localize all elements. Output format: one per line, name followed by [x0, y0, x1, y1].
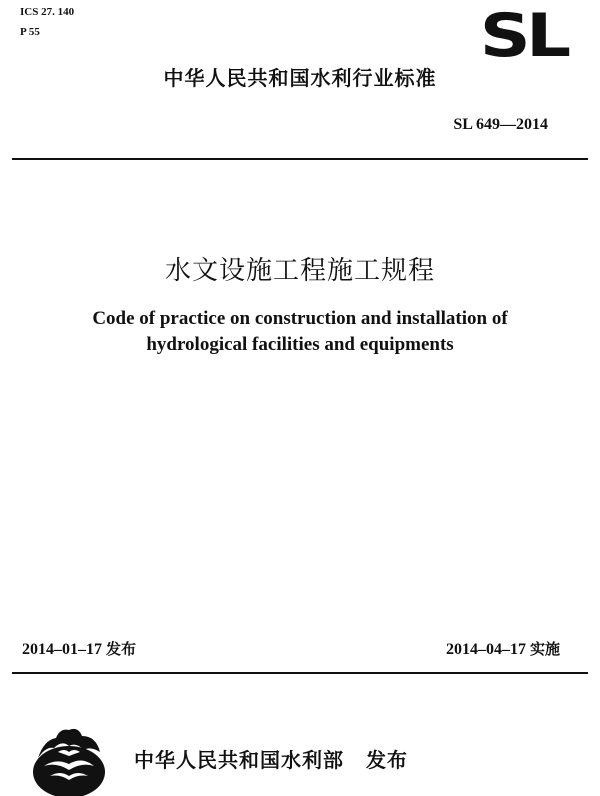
issue-date-block: [22, 638, 136, 659]
title-chinese: 水文设施工程施工规程: [164, 256, 435, 286]
issue-label: 发布: [106, 640, 137, 658]
top-divider: [12, 158, 588, 160]
effective-date: 2014–04–17: [445, 641, 526, 658]
title-english: [0, 306, 600, 358]
ics-code: ICS 27. 140: [20, 6, 75, 18]
publisher-block: [134, 744, 408, 773]
ministry-emblem-icon: [30, 722, 108, 796]
publisher-name: 中华人民共和国水利部: [134, 748, 344, 772]
issue-date: 2014–01–17: [22, 641, 102, 658]
standard-number: SL 649—2014: [453, 116, 548, 133]
sl-logo: SL: [479, 1, 566, 71]
publisher-action: 发布: [366, 748, 408, 772]
title-english-line2: hydrological facilities and equipments: [146, 334, 454, 355]
bottom-divider: [12, 672, 588, 674]
effective-date-block: [446, 638, 560, 659]
classification-codes: [20, 2, 74, 42]
standard-category: 中华人民共和国水利行业标准: [163, 66, 437, 90]
p-code: P 55: [20, 26, 40, 38]
effective-label: 实施: [529, 640, 560, 658]
title-english-line1: Code of practice on construction and installation of: [92, 308, 508, 329]
